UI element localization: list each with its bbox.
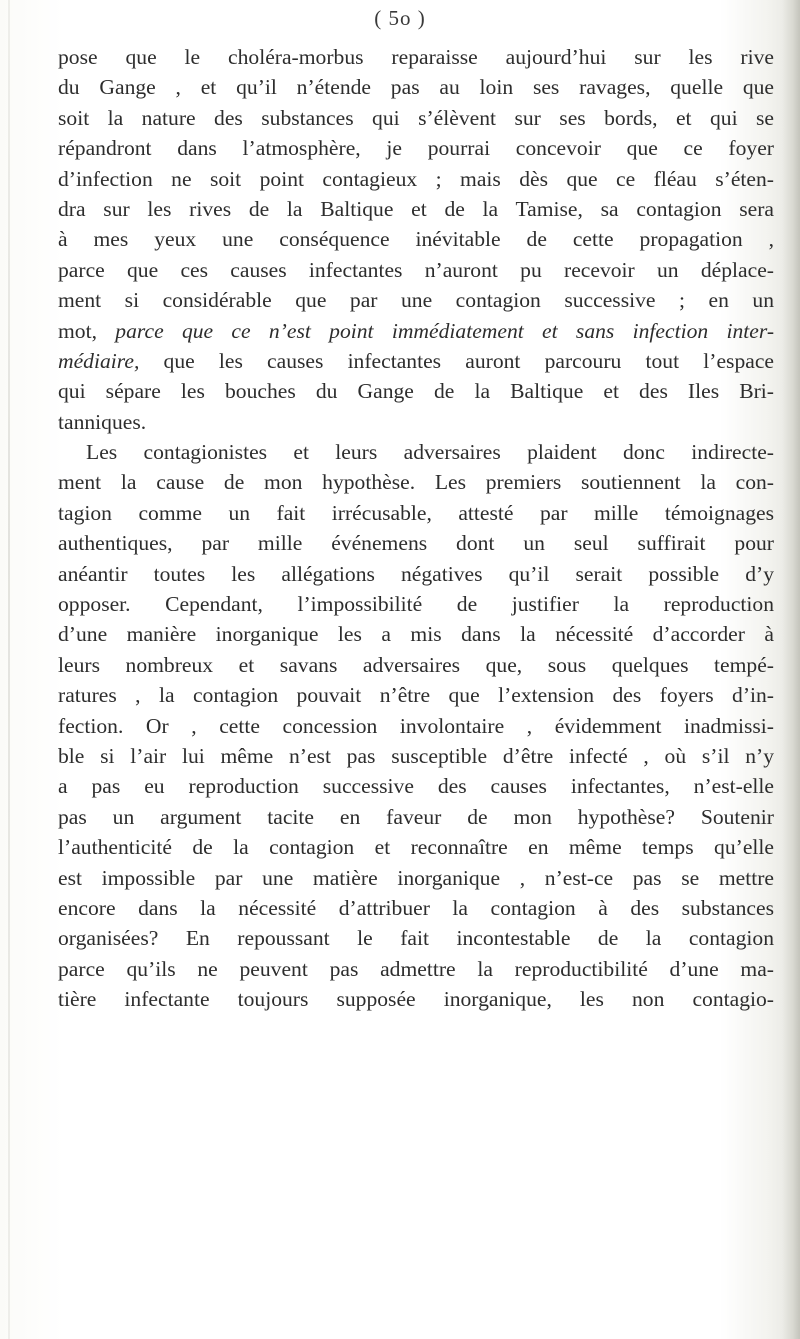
text-line: qui sépare les bouches du Gange de la Baltique et des Iles Bri- — [58, 379, 774, 404]
text-line: à mes yeux une conséquence inévitable de cette propagation , — [58, 227, 774, 252]
text-run: que les causes infectantes auront parcouru tout l’espace — [163, 348, 774, 373]
text-line: tanniques. — [58, 409, 147, 434]
page-number: ( 5o ) — [374, 6, 426, 30]
text-line — [58, 316, 774, 346]
text-line: d’infection ne soit point contagieux ; mais dès que ce fléau s’éten- — [58, 166, 774, 191]
text-line — [58, 346, 774, 376]
text-line: a pas eu reproduction successive des causes infectantes, n’est-elle — [58, 774, 774, 799]
page-edge-shadow — [782, 0, 800, 1339]
text-line: parce que ces causes infectantes n’auront pu recevoir un déplace- — [58, 257, 774, 282]
text-line: ment la cause de mon hypothèse. Les premiers soutiennent la con- — [58, 470, 774, 495]
text-line: tière infectante toujours supposée inorganique, les non contagio- — [58, 987, 774, 1012]
text-line: encore dans la nécessité d’attribuer la contagion à des substances — [58, 895, 774, 920]
text-line: tagion comme un fait irrécusable, attesté par mille témoignages — [58, 500, 774, 525]
text-line: fection. Or , cette concession involontaire , évidemment inadmissi- — [58, 713, 774, 738]
text-line: authentiques, par mille événemens dont un seul suffirait pour — [58, 531, 774, 556]
text-line: opposer. Cependant, l’impossibilité de justifier la reproduction — [58, 592, 774, 617]
text-line: d’une manière inorganique les a mis dans la nécessité d’accorder à — [58, 622, 774, 647]
text-line: dra sur les rives de la Baltique et de la Tamise, sa contagion sera — [58, 196, 774, 221]
text-line: pas un argument tacite en faveur de mon hypothèse? Soutenir — [58, 804, 774, 829]
text-line: soit la nature des substances qui s’élèvent sur ses bords, et qui se — [58, 105, 774, 130]
italic-text-run: parce que ce n’est point immédiatement et sans infection inter- — [115, 318, 774, 343]
text-line: du Gange , et qu’il n’étende pas au loin ses ravages, quelle que — [58, 75, 774, 100]
text-line: anéantir toutes les allégations négatives qu’il serait possible d’y — [58, 561, 774, 586]
text-line: ble si l’air lui même n’est pas susceptible d’être infecté , où s’il n’y — [58, 743, 774, 768]
paragraph — [58, 437, 774, 1014]
text-line: Les contagionistes et leurs adversaires plaident donc indirecte- — [86, 440, 774, 465]
text-line: l’authenticité de la contagion et reconnaître en même temps qu’elle — [58, 835, 774, 860]
text-line: pose que le choléra-morbus reparaisse aujourd’hui sur les rive — [58, 45, 774, 69]
text-line: est impossible par une matière inorganique , n’est-ce pas se mettre — [58, 865, 774, 890]
body-text — [58, 42, 774, 1015]
text-line: leurs nombreux et savans adversaires que, sous quelques tempé- — [58, 652, 774, 677]
text-line: organisées? En repoussant le fait incontestable de la contagion — [58, 926, 774, 951]
text-line: ment si considérable que par une contagion successive ; en un — [58, 288, 774, 313]
text-line: parce qu’ils ne peuvent pas admettre la reproductibilité d’une ma- — [58, 956, 774, 981]
page-gutter-shadow — [8, 0, 10, 1339]
text-line: répandront dans l’atmosphère, je pourrai concevoir que ce foyer — [58, 136, 774, 161]
text-line: ratures , la contagion pouvait n’être que l’extension des foyers d’in- — [58, 683, 774, 708]
paragraph — [58, 42, 774, 437]
text-run: mot, — [58, 318, 116, 343]
italic-text-run: médiaire, — [58, 348, 164, 373]
